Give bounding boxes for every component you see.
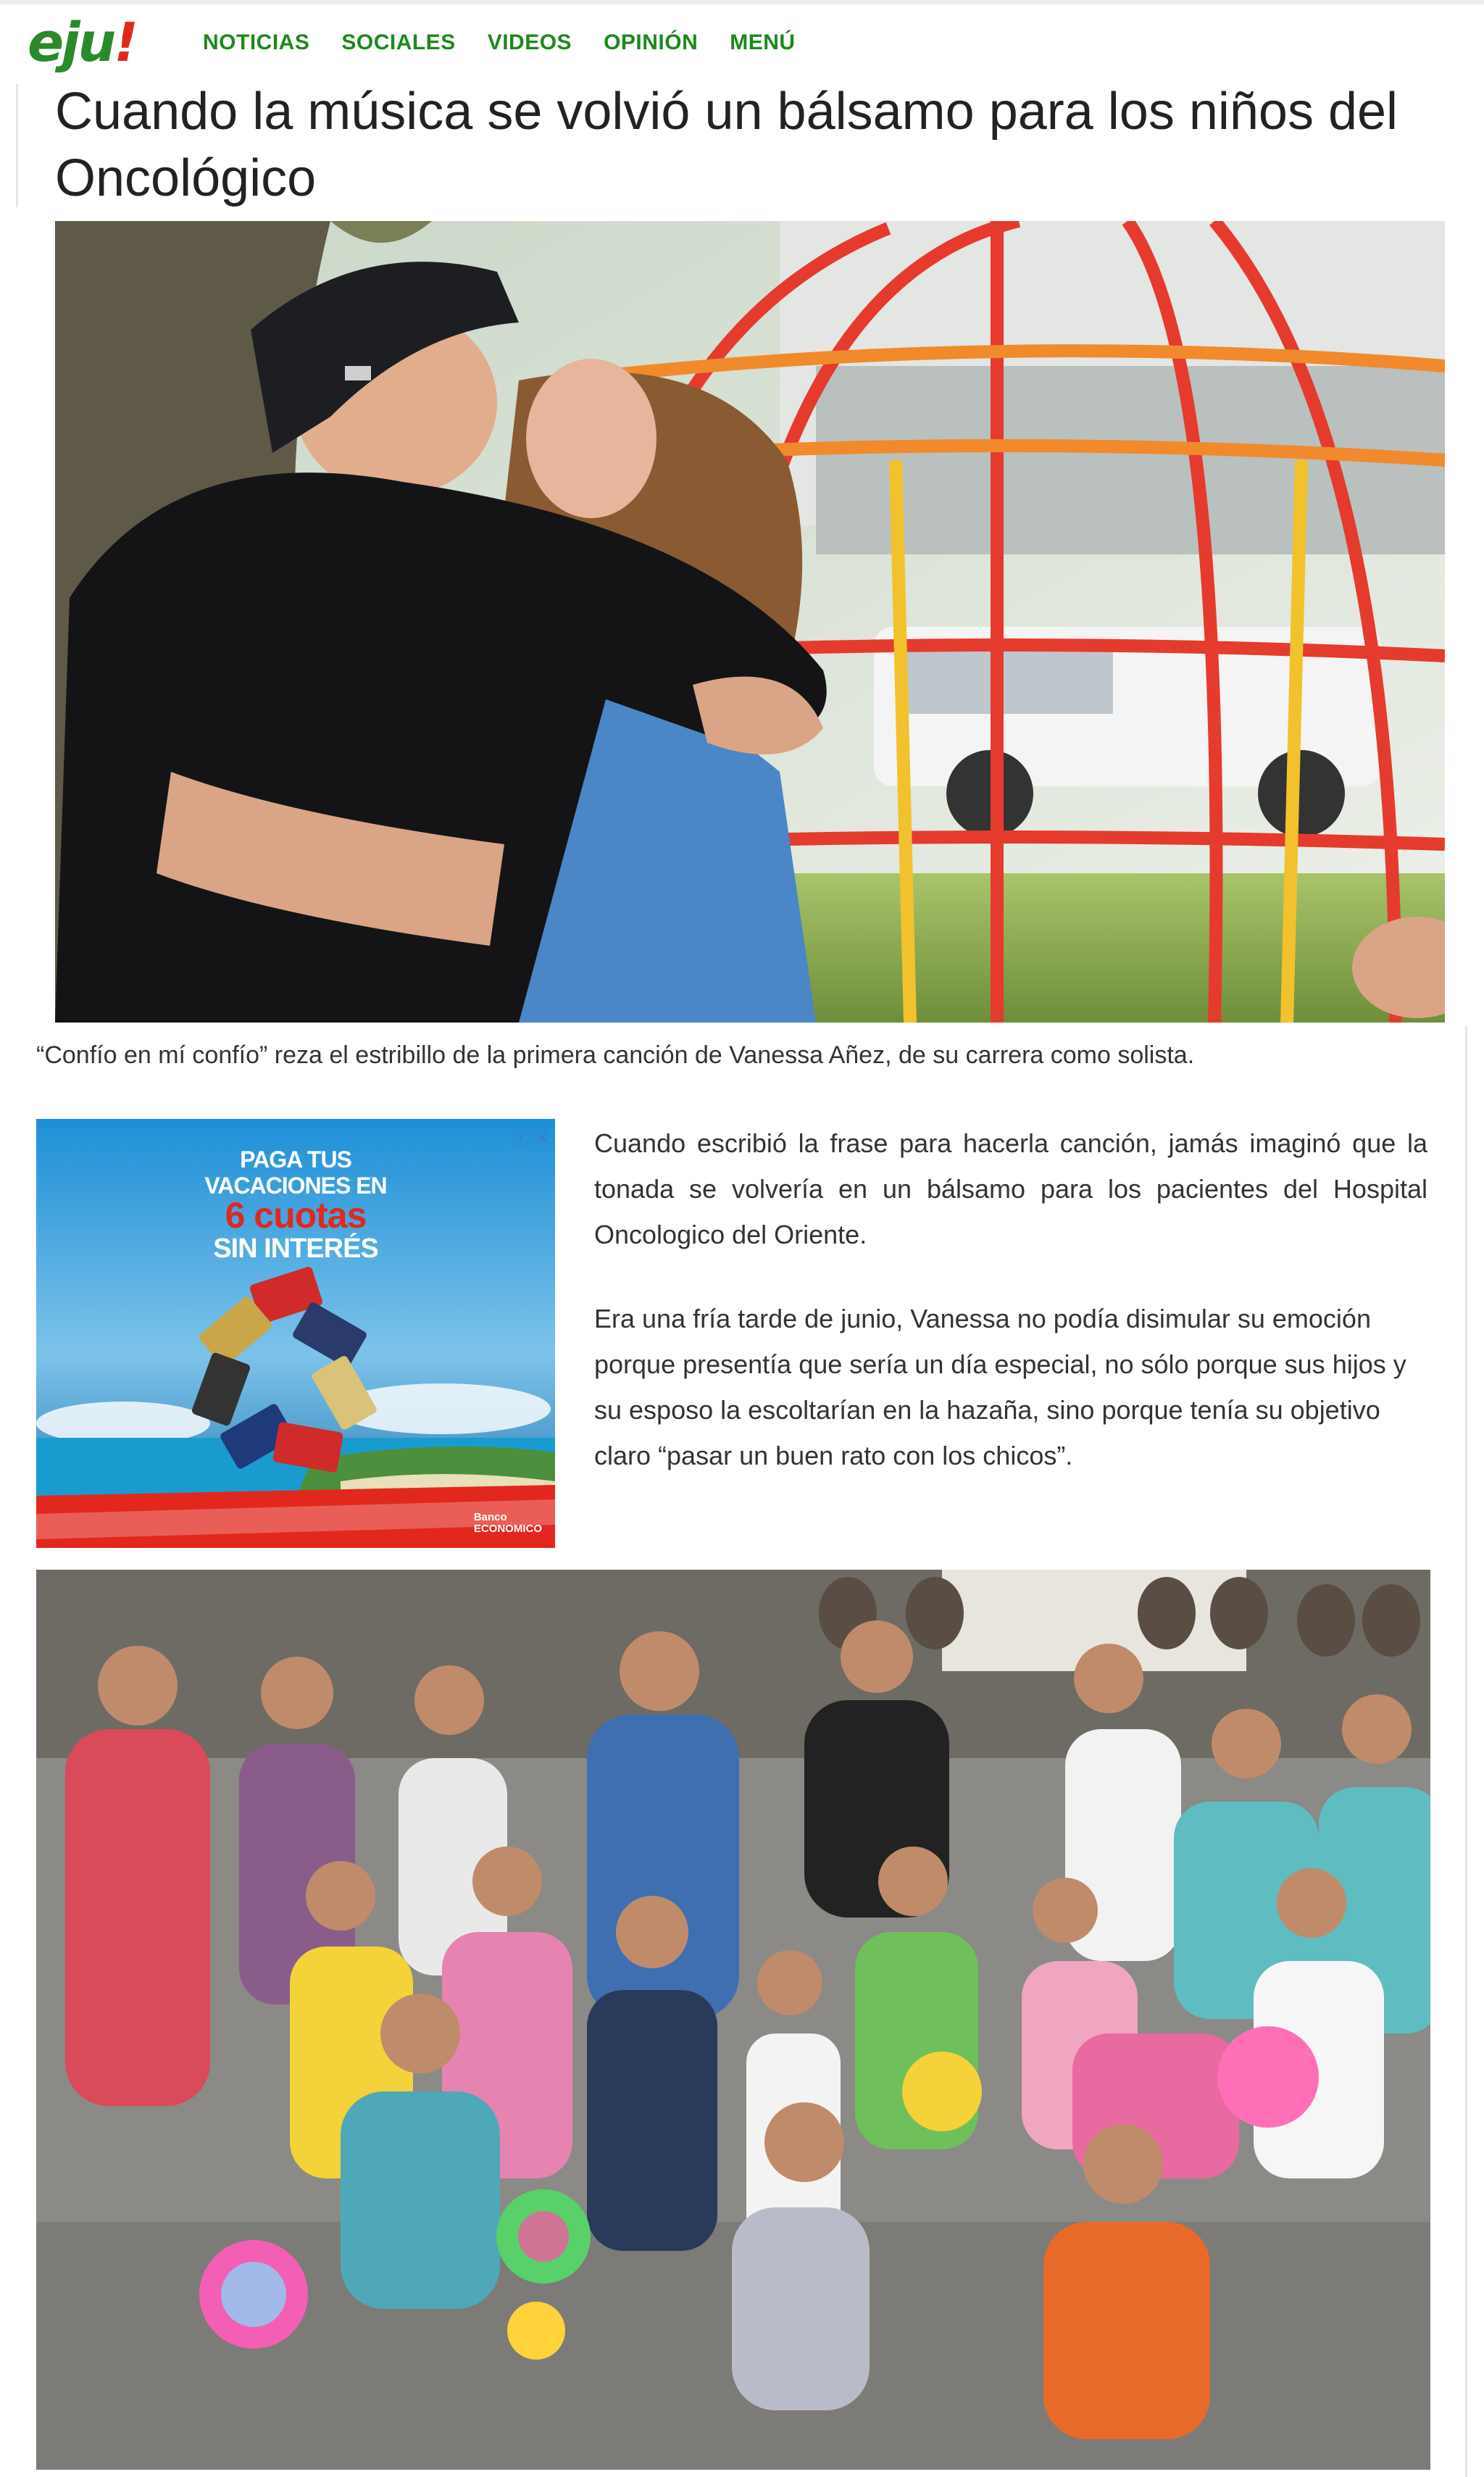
article-paragraph: Cuando escribió la frase para hacerla canción, jamás imaginó que la tonada se volvería en un bálsamo para los pacientes del Hospital Oncologico del Oriente.	[594, 1128, 1427, 1249]
article-title: Cuando la música se volvió un bálsamo para los niños del Oncológico	[55, 83, 1398, 207]
ad-brand-top: Banco	[473, 1511, 507, 1523]
nav-item-sociales[interactable]: SOCIALES	[341, 30, 456, 54]
group-photo	[36, 1570, 1430, 2470]
site-header	[0, 4, 1484, 77]
ad-headline-4: SIN INTERÉS	[213, 1233, 378, 1264]
site-logo[interactable]: eju!	[28, 12, 136, 74]
ad-headline-3: 6 cuotas	[225, 1195, 367, 1236]
nav-item-menu[interactable]: MENÚ	[730, 30, 796, 54]
ad-headline-2: VACACIONES EN	[204, 1173, 387, 1199]
article-paragraph: Era una fría tarde de junio, Vanessa no podía disimular su emoción porque presentía que sería un día especial, no sólo porque sus hijos y su esposo la escoltarían en la hazaña, sino porque tenía su objetivo claro “pasar un buen rato con los chicos”.	[594, 1304, 1406, 1470]
nav-item-videos[interactable]: VIDEOS	[487, 30, 572, 54]
content-right-rule	[1465, 1026, 1467, 2477]
ad-headline-1: PAGA TUS	[240, 1146, 351, 1173]
ad-brand-logo	[474, 1512, 542, 1535]
ad-close-icon[interactable]: ⓘ ✕	[512, 1128, 549, 1148]
nav-item-opinion[interactable]: OPINIÓN	[604, 30, 699, 54]
hero-photo	[55, 221, 1445, 1023]
nav-item-noticias[interactable]: NOTICIAS	[203, 30, 310, 54]
advertisement-banner[interactable]	[36, 1119, 555, 1548]
main-nav	[203, 30, 796, 55]
ad-brand-bottom: ECONOMICO	[473, 1523, 542, 1535]
article-lead: “Confío en mí confío” reza el estribillo de la primera canción de Vanessa Añez, de su carrera como solista.	[36, 1041, 1195, 1069]
article-left-rule	[16, 84, 18, 207]
